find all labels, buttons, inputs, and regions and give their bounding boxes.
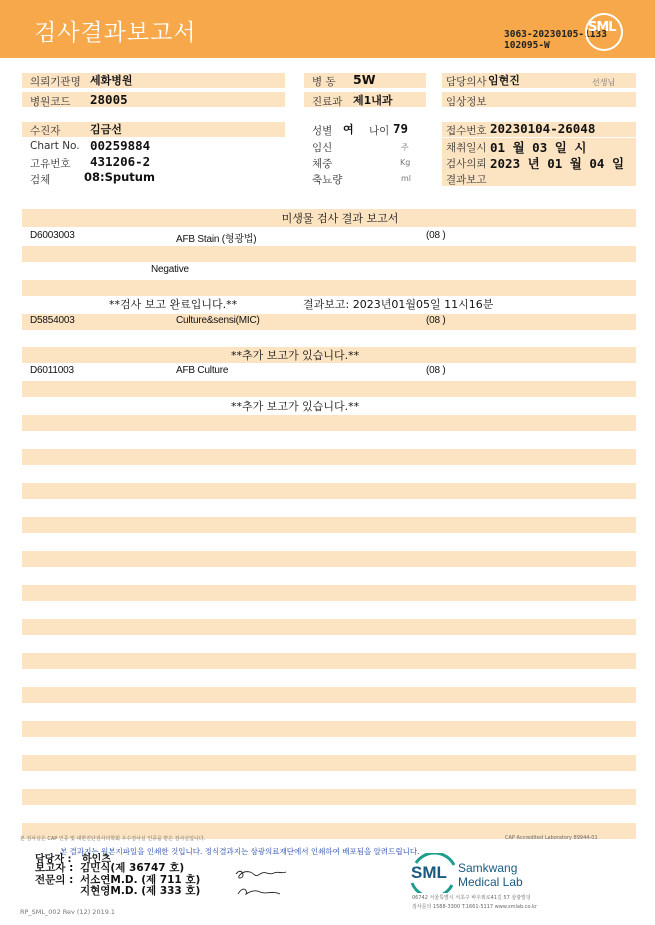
sex: 여 [343, 123, 354, 136]
page-title: 검사결과보고서 [34, 20, 197, 46]
table-row [22, 755, 636, 771]
notice-text: 본 결과지는 원본지파일을 인쇄한 것입니다. 정식결과지는 삼광의료재단에서 인쇄하여 배포됨을 알려드립니다. [60, 847, 420, 856]
request-date: 2023 년 01 월 04 일 [490, 156, 625, 171]
chart-no: 00259884 [90, 138, 151, 153]
band [22, 122, 285, 137]
result-value: Negative [151, 264, 189, 275]
test-name: Culture&sensi(MIC) [176, 315, 260, 326]
ward-label: 병 동 [312, 76, 336, 88]
patient-name: 김금선 [90, 123, 122, 136]
ward: 5W [353, 72, 376, 87]
weight-unit: Kg [400, 158, 411, 167]
table-row [22, 246, 636, 262]
table-row [22, 517, 636, 533]
pregnancy-label: 임신 [312, 142, 333, 154]
table-row [22, 314, 636, 330]
test-specimen: (08 ) [426, 230, 446, 241]
urine-label: 축뇨량 [312, 174, 343, 186]
sml-logo-text: SML [588, 20, 616, 35]
hospital-name: 세화병원 [90, 74, 133, 87]
section-title: 미생물 검사 결과 보고서 [281, 212, 399, 225]
specimen: 08:Sputum [84, 170, 155, 184]
hospital-label: 의뢰기관명 [30, 76, 81, 88]
report-number-line2: 102095-W [504, 40, 550, 51]
hospital-code: 28005 [90, 92, 128, 107]
test-code: D5854003 [30, 315, 75, 326]
table-row [22, 721, 636, 737]
table-row [22, 653, 636, 669]
receipt-label: 접수번호 [446, 125, 487, 137]
age: 79 [393, 121, 409, 136]
specimen-label: 검체 [30, 174, 51, 186]
head-label: 담당자 : [35, 854, 72, 865]
table-row [22, 483, 636, 499]
test-name: AFB Stain (형광법) [176, 234, 257, 245]
sml-brand-text: SML [411, 863, 447, 882]
head-name: 하인츠 [82, 854, 111, 865]
test-code: D6003003 [30, 230, 75, 241]
accreditation-note: 본 검사실은 CAP 인증 및 대한진단검사의학회 우수검사실 인증을 받은 검사실입니다. [20, 836, 206, 842]
table-row [22, 381, 636, 397]
table-row [22, 415, 636, 431]
table-row [22, 449, 636, 465]
request-label: 검사의뢰 [446, 158, 487, 170]
doctor-label: 전문의 : [35, 874, 74, 886]
lab-phone: 검사문의 1588-3300 T.1661-5117 www.smlab.co.kr [412, 904, 537, 910]
doctor-name: 지현영M.D. (제 333 호) [80, 885, 201, 897]
hospital-code-label: 병원코드 [30, 96, 71, 108]
patient-name-label: 수진자 [30, 125, 61, 137]
chart-no-label: Chart No. [30, 140, 80, 152]
doctor: 임현진 [488, 74, 520, 87]
report-time: 결과보고: 2023년01월05일 11시16분 [303, 298, 494, 311]
doctor-name: 서소연M.D. (제 711 호) [80, 874, 201, 886]
reporter-label: 보고자 : [35, 862, 74, 874]
report-number-line1: 3063-20230105-1133 [504, 29, 607, 40]
dept-label: 진료과 [312, 96, 343, 108]
collect-label: 채취일시 [446, 142, 487, 154]
clinical-info-label: 임상정보 [446, 96, 487, 108]
patient-id-label: 고유번호 [30, 158, 71, 170]
cap-number: CAP Accredited Laboratory 89944-01 [505, 835, 598, 841]
weight-label: 체중 [312, 158, 333, 170]
table-row [22, 585, 636, 601]
test-code: D6011003 [30, 365, 74, 376]
test-specimen: (08 ) [426, 365, 446, 376]
table-row [22, 687, 636, 703]
patient-id: 431206-2 [90, 154, 151, 169]
report-status: **검사 보고 완료입니다.** [109, 298, 238, 311]
sex-label: 성별 [312, 125, 333, 137]
receipt-no: 20230104-26048 [490, 121, 596, 136]
collect-date: 01 월 03 일 시 [490, 140, 587, 155]
reporter-name: 김민식(제 36747 호) [80, 862, 185, 874]
urine-unit: ml [401, 174, 412, 183]
dept: 제1내과 [353, 94, 393, 107]
signature-icon [232, 864, 292, 900]
age-label: 나이 [369, 125, 390, 137]
document-code: RP_SML_002 Rev (12) 2019.1 [20, 908, 116, 916]
test-name: AFB Culture [176, 365, 229, 376]
doctor-label: 담당의사 [446, 76, 487, 88]
doctor-suffix: 선생님 [592, 78, 616, 87]
brand-name-line2: Medical Lab [458, 875, 523, 889]
table-row [22, 280, 636, 296]
table-row [22, 619, 636, 635]
brand-name-line1: Samkwang [458, 861, 518, 875]
table-row [22, 789, 636, 805]
table-row [22, 551, 636, 567]
pregnancy-unit: 주 [401, 143, 409, 152]
additional-report-note: **추가 보고가 있습니다.** [231, 349, 360, 362]
test-specimen: (08 ) [426, 315, 446, 326]
report-label: 결과보고 [446, 174, 487, 186]
additional-report-note: **추가 보고가 있습니다.** [231, 400, 360, 413]
lab-address: 06742 서울특별시 서초구 바우뫼로41길 57 삼광빌딩 [412, 895, 531, 901]
